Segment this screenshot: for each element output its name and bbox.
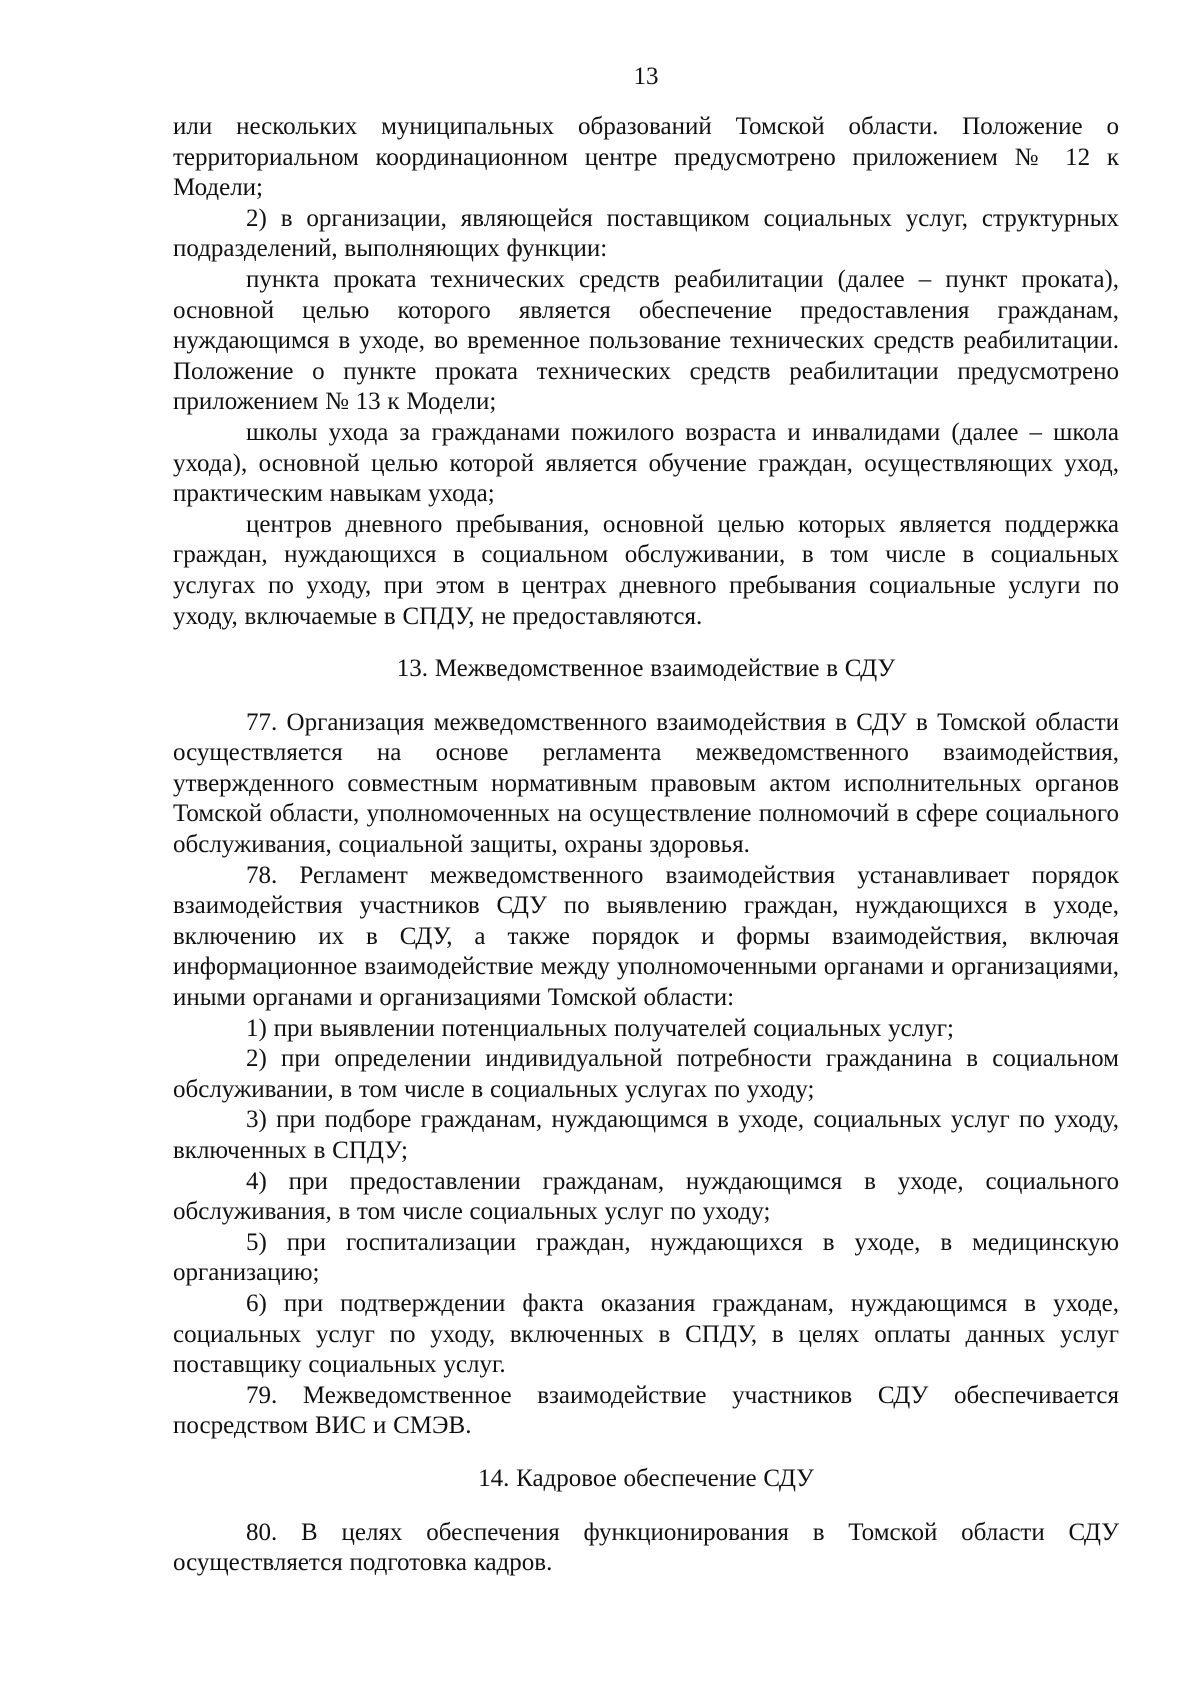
page-number: 13 bbox=[633, 63, 659, 90]
paragraph-item-2: 2) в организации, являющейся поставщиком социальных услуг, структурных подразделений, выполняющих функции: bbox=[173, 204, 1119, 263]
paragraph-78: 78. Регламент межведомственного взаимодействия устанавливает порядок взаимодействия участников СДУ по выявлению граждан, нуждающихся в уходе, включению их в СДУ, а также порядок и формы взаимодействия, включая информационное взаимодействие между уполномоченными органами и организациями, иными органами и организациями Томской области: bbox=[173, 861, 1119, 1012]
paragraph-day-centers: центров дневного пребывания, основной целью которых является поддержка граждан, нуждающихся в социальном обслуживании, в том числе в социальных услугах по уходу, при этом в центрах дневного пребывания социальные услуги по уходу, включаемые в СПДУ, не предоставляются. bbox=[173, 510, 1119, 630]
paragraph-79: 79. Межведомственное взаимодействие участников СДУ обеспечивается посредством ВИС и СМЭВ. bbox=[173, 1381, 1119, 1440]
paragraph-77: 77. Организация межведомственного взаимодействия в СДУ в Томской области осуществляется на основе регламента межведомственного взаимодействия, утвержденного совместным нормативным правовым актом исполнительных органов Томской области, уполномоченных на осуществление полномочий в сфере социального обслуживания, социальной защиты, охраны здоровья. bbox=[173, 708, 1119, 859]
paragraph-continuation: или нескольких муниципальных образований Томской области. Положение о территориальном координационном центре предусмотрено приложением № 12 к Модели; bbox=[173, 113, 1119, 202]
list-item-6: 6) при подтверждении факта оказания гражданам, нуждающимся в уходе, социальных услуг по уходу, включенных в СПДУ, в целях оплаты данных услуг поставщику социальных услуг. bbox=[173, 1289, 1119, 1379]
list-item-5: 5) при госпитализации граждан, нуждающихся в уходе, в медицинскую организацию; bbox=[173, 1228, 1119, 1287]
list-item-1: 1) при выявлении потенциальных получателей социальных услуг; bbox=[246, 1014, 954, 1042]
section-heading-14: 14. Кадровое обеспечение СДУ bbox=[478, 1464, 814, 1492]
paragraph-care-school: школы ухода за гражданами пожилого возраста и инвалидами (далее – школа ухода), основной целью которой является обучение граждан, осуществляющих уход, практическим навыкам ухода; bbox=[173, 418, 1119, 508]
list-item-2: 2) при определении индивидуальной потребности гражданина в социальном обслуживании, в том числе в социальных услугах по уходу; bbox=[173, 1045, 1119, 1103]
paragraph-rental-point: пункта проката технических средств реабилитации (далее – пункт проката), основной целью которого является обеспечение предоставления гражданам, нуждающимся в уходе, во временное пользование технических средств реабилитации. Положение о пункте проката технических средств реабилитации предусмотрено приложением № 13 к Модели; bbox=[173, 265, 1119, 416]
document-page bbox=[173, 62, 1119, 1579]
paragraph-80: 80. В целях обеспечения функционирования в Томской области СДУ осуществляется подготовка кадров. bbox=[173, 1518, 1119, 1577]
section-heading-13: 13. Межведомственное взаимодействие в СДУ bbox=[396, 655, 896, 683]
list-item-4: 4) при предоставлении гражданам, нуждающимся в уходе, социального обслуживания, в том числе социальных услуг по уходу; bbox=[173, 1167, 1119, 1226]
list-item-3: 3) при подборе гражданам, нуждающимся в уходе, социальных услуг по уходу, включенных в СПДУ; bbox=[173, 1106, 1119, 1164]
